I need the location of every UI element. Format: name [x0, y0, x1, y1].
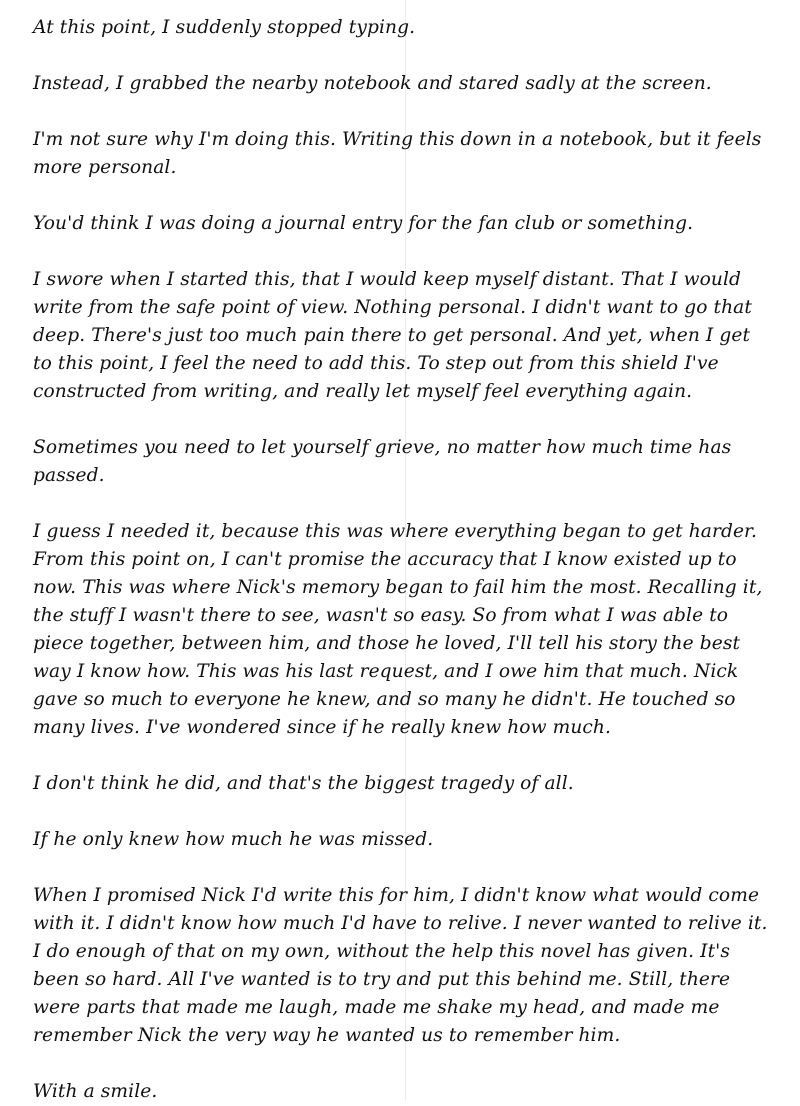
- paragraph-2: Instead, I grabbed the nearby notebook and stared sadly at the screen.: [33, 73, 712, 94]
- paragraph-5: I swore when I started this, that I would keep myself distant. That I would write from the safe point of view. Nothing personal. I didn't want to go that deep. There's just too much pain there to get personal. And yet, when I get to this point, I feel the need to add this. To step out from this shield I've constructed from writing, and really let myself feel everything again.: [33, 269, 752, 402]
- paragraph-11: With a smile.: [33, 1081, 158, 1102]
- paragraph-8: I don't think he did, and that's the biggest tragedy of all.: [33, 773, 574, 794]
- paragraph-1: At this point, I suddenly stopped typing.: [33, 17, 416, 38]
- paragraph-9: If he only knew how much he was missed.: [33, 829, 434, 850]
- paragraph-6: Sometimes you need to let yourself grieve, no matter how much time has passed.: [33, 437, 732, 486]
- paragraph-7: I guess I needed it, because this was where everything began to get harder. From this point on, I can't promise the accuracy that I know existed up to now. This was where Nick's memory began to fail him the most. Recalling it, the stuff I wasn't there to see, wasn't so easy. So from what I was able to piece together, between him, and those he loved, I'll tell his story the best way I know how. This was his last request, and I owe him that much. Nick gave so much to everyone he knew, and so many he didn't. He touched so many lives. I've wondered since if he really knew how much.: [33, 521, 763, 738]
- paragraph-3: I'm not sure why I'm doing this. Writing this down in a notebook, but it feels more personal.: [33, 129, 762, 178]
- paragraph-4: You'd think I was doing a journal entry for the fan club or something.: [33, 213, 694, 234]
- paragraph-10: When I promised Nick I'd write this for him, I didn't know what would come with it. I didn't know how much I'd have to relive. I never wanted to relive it. I do enough of that on my own, without the help this novel has given. It's been so hard. All I've wanted is to try and put this behind me. Still, there were parts that made me laugh, made me shake my head, and made me remember Nick the very way he wanted us to remember him.: [33, 885, 768, 1046]
- handwritten-text-body: [33, 14, 768, 1106]
